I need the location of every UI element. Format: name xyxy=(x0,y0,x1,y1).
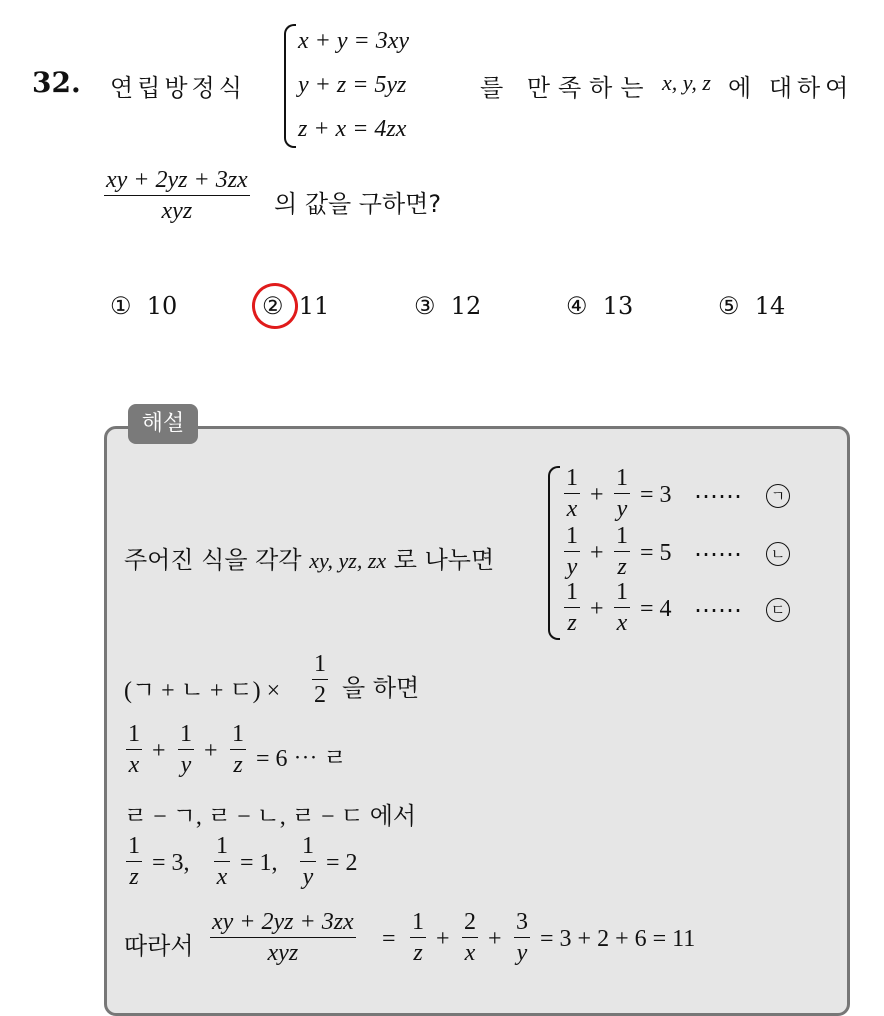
solution-brace xyxy=(548,466,560,640)
sys2-dots: ⋯⋯ xyxy=(694,542,742,568)
system-brace xyxy=(284,24,296,148)
sys1-plus: + xyxy=(590,482,604,508)
solution-tag: 해설 xyxy=(128,404,198,444)
step5-rhs: = 3 + 2 + 6 = 11 xyxy=(540,926,696,952)
sys3-dots: ⋯⋯ xyxy=(694,598,742,624)
step4-val-1: = 3, xyxy=(152,850,190,876)
sys2-plus: + xyxy=(590,540,604,566)
step5-label: 따라서 xyxy=(124,932,194,960)
step2-rhs: = 6 ⋯ ㄹ xyxy=(256,746,347,772)
step4-frac-y: 1 y xyxy=(302,833,314,890)
problem-vars: x, y, z xyxy=(662,70,711,95)
sys2-label: ㄴ xyxy=(766,542,790,566)
sys2-frac-b: 1 z xyxy=(616,523,628,580)
sys3-frac-b: 1 x xyxy=(616,579,628,636)
step2-plus-1: + xyxy=(152,738,166,764)
step1-half: 1 2 xyxy=(314,651,326,708)
choice-4[interactable]: ④ 13 xyxy=(566,292,634,320)
step5-frac-3: 3 y xyxy=(516,909,528,966)
step3-text: ㄹ − ㄱ, ㄹ − ㄴ, ㄹ − ㄷ 에서 xyxy=(124,804,417,830)
sys2-frac-a: 1 y xyxy=(566,523,578,580)
step5-plus-1: + xyxy=(436,926,450,952)
step4-frac-x: 1 x xyxy=(216,833,228,890)
choice-2[interactable]: ② 11 xyxy=(262,292,330,320)
choice-5[interactable]: ⑤ 14 xyxy=(718,292,786,320)
problem-about: 에 대하여 xyxy=(728,74,854,102)
equation-3: z + x = 4zx xyxy=(298,116,407,142)
step2-frac-y: 1 y xyxy=(180,721,192,778)
step2-plus-2: + xyxy=(204,738,218,764)
sys2-rhs: = 5 xyxy=(640,540,672,566)
step4-frac-z: 1 z xyxy=(128,833,140,890)
step1-lhs: (ㄱ + ㄴ + ㄷ) × xyxy=(124,678,281,704)
step5-frac-1: 1 z xyxy=(412,909,424,966)
selected-answer-mark xyxy=(248,279,303,334)
equation-2: y + z = 5yz xyxy=(298,72,407,98)
sys1-frac-a: 1 x xyxy=(566,465,578,522)
step2-frac-x: 1 x xyxy=(128,721,140,778)
question-fraction: xy + 2yz + 3zx xyz xyxy=(106,167,248,224)
step5-frac-2: 2 x xyxy=(464,909,476,966)
question-tail: 의 값을 구하면? xyxy=(274,190,442,218)
sys3-rhs: = 4 xyxy=(640,596,672,622)
problem-intro: 연립방정식 xyxy=(110,74,246,102)
step4-val-3: = 2 xyxy=(326,850,358,876)
step2-frac-z: 1 z xyxy=(232,721,244,778)
sys3-plus: + xyxy=(590,596,604,622)
problem-number: 32. xyxy=(32,66,81,99)
step4-val-2: = 1, xyxy=(240,850,278,876)
choice-3[interactable]: ③ 12 xyxy=(414,292,482,320)
step1-tail: 을 하면 xyxy=(342,674,420,702)
sys1-frac-b: 1 y xyxy=(616,465,628,522)
equation-1: x + y = 3xy xyxy=(298,28,409,54)
step5-plus-2: + xyxy=(488,926,502,952)
sys3-frac-a: 1 z xyxy=(566,579,578,636)
choice-1[interactable]: ① 10 xyxy=(110,292,178,320)
sys1-label: ㄱ xyxy=(766,484,790,508)
sys3-label: ㄷ xyxy=(766,598,790,622)
sys1-dots: ⋯⋯ xyxy=(694,484,742,510)
step5-main-frac: xy + 2yz + 3zx xyz xyxy=(212,909,354,966)
problem-satisfy: 를 만족하는 xyxy=(480,74,652,102)
sys1-rhs: = 3 xyxy=(640,482,672,508)
step5-eq: = xyxy=(382,926,396,952)
solution-intro: 주어진 식을 각각 xy, yz, zx 로 나누면 xyxy=(124,546,495,574)
